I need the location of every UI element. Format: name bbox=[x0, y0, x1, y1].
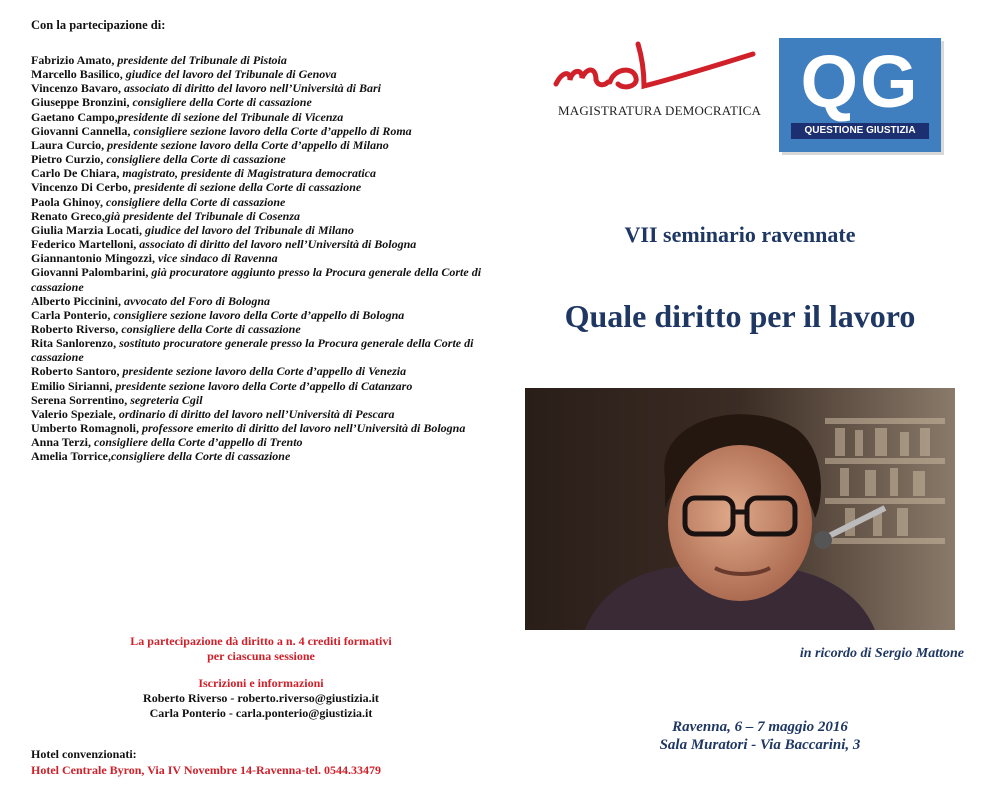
participant-entry bbox=[31, 209, 491, 223]
participant-name: Serena Sorrentino, bbox=[31, 392, 131, 407]
participant-entry bbox=[31, 180, 491, 194]
participant-name: Giovanni Cannella, bbox=[31, 123, 134, 138]
event-date: Ravenna, 6 – 7 maggio 2016 bbox=[672, 719, 848, 735]
participant-role: professore emerito di diritto del lavoro nell’Università di Bologna bbox=[142, 421, 466, 436]
registration-heading: Iscrizioni e informazioni bbox=[198, 676, 324, 690]
participant-role: consigliere della Corte di cassazione bbox=[121, 321, 301, 336]
participant-role: presidente di sezione della Corte di cassazione bbox=[133, 180, 362, 195]
registration-contact-2: Carla Ponterio - carla.ponterio@giustizia.it bbox=[149, 706, 373, 720]
participant-entry bbox=[31, 152, 491, 166]
event-place bbox=[560, 718, 960, 754]
participant-role: associato di diritto del lavoro nell’Università di Bari bbox=[124, 81, 382, 96]
participant-name: Fabrizio Amato, bbox=[31, 53, 118, 67]
participant-role: consigliere della Corte di cassazione bbox=[106, 152, 286, 167]
participant-role: vice sindaco di Ravenna bbox=[158, 251, 278, 266]
participant-entry bbox=[31, 449, 491, 463]
participant-name: Paola Ghinoy, bbox=[31, 194, 107, 209]
participant-entry bbox=[31, 336, 491, 364]
participant-name: Gaetano Campo, bbox=[31, 109, 118, 124]
participant-entry bbox=[31, 237, 491, 251]
participant-entry bbox=[31, 110, 491, 124]
participant-entry bbox=[31, 308, 491, 322]
participant-role: consigliere sezione lavoro della Corte d’appello di Bologna bbox=[113, 307, 405, 322]
participant-name: Giuseppe Bronzini, bbox=[31, 95, 133, 110]
participant-entry bbox=[31, 81, 491, 95]
participant-role: sostituto procuratore generale presso la Procura generale della Corte di cassazione bbox=[31, 336, 474, 365]
participant-name: Carlo De Chiara, bbox=[31, 166, 123, 181]
participant-name: Federico Martelloni, bbox=[31, 237, 140, 252]
participant-name: Anna Terzi, bbox=[31, 435, 95, 450]
participant-role: consigliere della Corte di cassazione bbox=[132, 95, 312, 110]
participant-name: Marcello Basilico, bbox=[31, 67, 126, 82]
credits-note bbox=[31, 634, 491, 664]
registration-contact-1: Roberto Riverso - roberto.riverso@giustizia.it bbox=[143, 691, 379, 705]
participants-list bbox=[31, 53, 491, 464]
in-memory-line: in ricordo di Sergio Mattone bbox=[799, 646, 964, 661]
event-subtitle: VII seminario ravennate bbox=[624, 222, 856, 247]
md-wordmark: MAGISTRATURA DEMOCRATICA bbox=[558, 103, 762, 118]
participant-entry bbox=[31, 95, 491, 109]
participant-role: consigliere sezione lavoro della Corte d’appello di Roma bbox=[133, 123, 412, 138]
event-venue: Sala Muratori - Via Baccarini, 3 bbox=[659, 737, 861, 753]
participant-role: presidente sezione lavoro della Corte d’appello di Milano bbox=[107, 137, 389, 152]
participant-entry bbox=[31, 53, 491, 67]
participant-name: Carla Ponterio, bbox=[31, 307, 114, 322]
qg-bar-label: QUESTIONE GIUSTIZIA bbox=[791, 123, 929, 139]
participant-role: presidente sezione lavoro della Corte d’appello di Venezia bbox=[122, 364, 407, 379]
participant-entry bbox=[31, 364, 491, 378]
participant-name: Renato Greco, bbox=[31, 208, 105, 223]
participant-name: Giannantonio Mingozzi, bbox=[31, 251, 159, 266]
event-title: Quale diritto per il lavoro bbox=[564, 298, 916, 334]
credits-line-1: La partecipazione dà diritto a n. 4 crediti formativi bbox=[130, 634, 392, 648]
hotel-line: Hotel Centrale Byron, Via IV Novembre 14-Ravenna-tel. 0544.33479 bbox=[31, 763, 381, 777]
participant-role: consigliere della Corte di cassazione bbox=[106, 194, 286, 209]
participant-role: consigliere della Corte di cassazione bbox=[110, 449, 291, 464]
participant-name: Giulia Marzia Locati, bbox=[31, 222, 145, 237]
participant-name: Alberto Piccinini, bbox=[31, 293, 124, 308]
participant-name: Laura Curcio, bbox=[31, 137, 108, 152]
participant-role: associato di diritto del lavoro nell’Università di Bologna bbox=[139, 237, 417, 252]
participant-role: giudice del lavoro del Tribunale di Genova bbox=[125, 67, 337, 82]
participant-entry bbox=[31, 421, 491, 435]
participant-role: ordinario di diritto del lavoro nell’Università di Pescara bbox=[118, 406, 395, 421]
participant-entry bbox=[31, 195, 491, 209]
registration-info bbox=[31, 676, 491, 721]
participant-entry bbox=[31, 294, 491, 308]
participant-role: presidente del Tribunale di Pistoia bbox=[117, 53, 287, 67]
participant-name: Umberto Romagnoli, bbox=[31, 421, 142, 436]
participant-name: Vincenzo Bavaro, bbox=[31, 81, 124, 96]
qg-logo bbox=[779, 38, 941, 152]
participant-entry bbox=[31, 124, 491, 138]
participant-role: presidente sezione lavoro della Corte d’appello di Catanzaro bbox=[115, 378, 413, 393]
participant-role: segreteria Cgil bbox=[130, 392, 203, 407]
participant-role: consigliere della Corte d’appello di Trento bbox=[94, 435, 303, 450]
participant-name: Valerio Speziale, bbox=[31, 406, 119, 421]
participant-name: Vincenzo Di Cerbo, bbox=[31, 180, 134, 195]
participant-role: presidente di sezione del Tribunale di Vicenza bbox=[117, 109, 344, 124]
participant-name: Giovanni Palombarini, bbox=[31, 265, 152, 280]
participant-role: magistrato, presidente di Magistratura democratica bbox=[122, 166, 377, 181]
participant-entry bbox=[31, 67, 491, 81]
credits-line-2: per ciascuna sessione bbox=[207, 649, 315, 663]
participant-entry bbox=[31, 379, 491, 393]
hotel-heading: Hotel convenzionati: bbox=[31, 747, 137, 761]
participant-entry bbox=[31, 407, 491, 421]
portrait-photo bbox=[525, 388, 955, 630]
participant-role: avvocato del Foro di Bologna bbox=[124, 293, 270, 308]
participant-name: Roberto Riverso, bbox=[31, 321, 122, 336]
participant-role: già presidente del Tribunale di Cosenza bbox=[104, 208, 300, 223]
participant-entry bbox=[31, 393, 491, 407]
qg-letters: QG bbox=[800, 40, 920, 123]
participant-entry bbox=[31, 166, 491, 180]
participant-name: Amelia Torrice, bbox=[31, 449, 111, 464]
participant-name: Roberto Santoro, bbox=[31, 364, 123, 379]
participants-intro: Con la partecipazione di: bbox=[31, 18, 166, 32]
participant-role: già procuratore aggiunto presso la Procura generale della Corte di cassazione bbox=[31, 265, 482, 294]
participant-entry bbox=[31, 435, 491, 449]
participant-entry bbox=[31, 322, 491, 336]
participant-name: Rita Sanlorenzo, bbox=[31, 336, 120, 351]
participant-entry bbox=[31, 265, 491, 293]
participant-role: giudice del lavoro del Tribunale di Milano bbox=[144, 222, 354, 237]
participant-entry bbox=[31, 223, 491, 237]
participant-entry bbox=[31, 138, 491, 152]
participant-entry bbox=[31, 251, 491, 265]
participant-name: Pietro Curzio, bbox=[31, 152, 107, 167]
participant-name: Emilio Sirianni, bbox=[31, 378, 116, 393]
